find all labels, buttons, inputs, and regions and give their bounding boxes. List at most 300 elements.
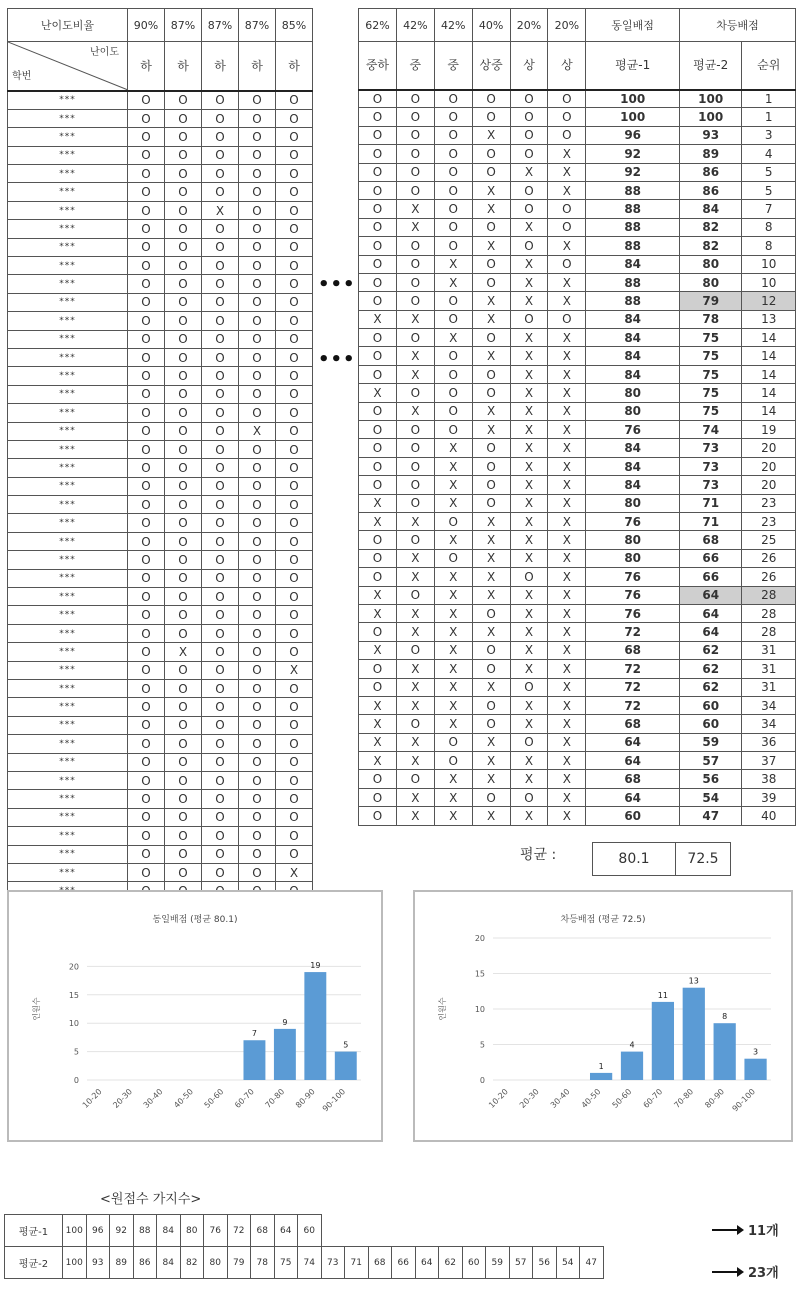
rank-cell: 36 — [742, 733, 796, 751]
mark-cell: O — [396, 715, 434, 733]
level-cell: 하 — [276, 42, 313, 92]
table-row — [359, 457, 796, 475]
mark-cell: X — [472, 770, 510, 788]
avg1-cell: 84 — [586, 365, 680, 383]
student-id-cell: *** — [8, 275, 128, 293]
student-id-cell: *** — [8, 735, 128, 753]
avg1-cell: 80 — [586, 549, 680, 567]
score-cell: 86 — [133, 1247, 157, 1279]
score-cell: 84 — [157, 1215, 181, 1247]
avg1-cell: 76 — [586, 421, 680, 439]
mark-cell: O — [128, 551, 165, 569]
mark-cell: O — [472, 457, 510, 475]
mark-cell: O — [510, 237, 548, 255]
y-tick-label: 20 — [474, 934, 485, 943]
rank-cell: 10 — [742, 255, 796, 273]
mark-cell: O — [359, 365, 397, 383]
table-row — [8, 643, 313, 661]
mark-cell: O — [548, 255, 586, 273]
score-cell: 100 — [63, 1215, 87, 1247]
avg2-cell: 86 — [679, 181, 741, 199]
mark-cell: O — [359, 329, 397, 347]
mark-cell: O — [128, 771, 165, 789]
arrow-right-icon — [712, 1229, 738, 1231]
mark-cell: O — [165, 385, 202, 403]
mark-cell: X — [239, 422, 276, 440]
y-tick-label: 0 — [73, 1076, 79, 1085]
mark-cell: O — [202, 477, 239, 495]
level-cell: 중 — [396, 42, 434, 90]
arrow-right-icon — [712, 1271, 738, 1273]
rank-cell: 28 — [742, 623, 796, 641]
table-row — [359, 329, 796, 347]
mark-cell: O — [128, 514, 165, 532]
mark-cell: O — [165, 680, 202, 698]
mark-cell: X — [396, 660, 434, 678]
bar — [243, 1040, 265, 1080]
mark-cell: O — [276, 404, 313, 422]
student-id-cell: *** — [8, 165, 128, 183]
mark-cell: X — [510, 623, 548, 641]
mark-cell: O — [202, 790, 239, 808]
mark-cell: X — [396, 365, 434, 383]
avg1-cell: 80 — [586, 531, 680, 549]
mark-cell: X — [396, 623, 434, 641]
score-cell: 66 — [392, 1247, 416, 1279]
raw-score-variety-caption: <원점수 가지수> — [100, 1192, 202, 1207]
table-row — [359, 568, 796, 586]
mark-cell: O — [239, 551, 276, 569]
mark-cell: O — [239, 128, 276, 146]
mark-cell: O — [276, 551, 313, 569]
mark-cell: O — [165, 330, 202, 348]
avg2-cell: 59 — [679, 733, 741, 751]
mark-cell: X — [472, 678, 510, 696]
mark-cell: O — [202, 367, 239, 385]
right-score-table — [358, 8, 796, 826]
table-row — [359, 770, 796, 788]
student-id-axis-label: 학번 — [12, 71, 32, 82]
table-row — [359, 200, 796, 218]
mark-cell: X — [276, 863, 313, 881]
mark-cell: O — [359, 218, 397, 236]
mark-cell: O — [165, 606, 202, 624]
mark-cell: O — [128, 201, 165, 219]
mark-cell: O — [396, 384, 434, 402]
mark-cell: O — [276, 201, 313, 219]
mark-cell: O — [165, 735, 202, 753]
mark-cell: O — [128, 385, 165, 403]
level-cell: 하 — [165, 42, 202, 92]
avg2-cell: 57 — [679, 752, 741, 770]
mark-cell: O — [165, 348, 202, 366]
mark-cell: O — [472, 163, 510, 181]
mark-cell: O — [276, 330, 313, 348]
score-cell: 93 — [86, 1247, 110, 1279]
score-cell: 62 — [439, 1247, 463, 1279]
x-tick-label: 80-90 — [703, 1087, 727, 1110]
rank-cell: 20 — [742, 457, 796, 475]
mark-cell: O — [359, 770, 397, 788]
mark-cell: O — [239, 661, 276, 679]
score-cell: 54 — [556, 1247, 580, 1279]
mark-cell: O — [128, 680, 165, 698]
mark-cell: X — [548, 752, 586, 770]
mark-cell: X — [472, 531, 510, 549]
mark-cell: O — [276, 183, 313, 201]
mark-cell: O — [239, 312, 276, 330]
mark-cell: X — [396, 549, 434, 567]
data-label: 19 — [310, 961, 321, 971]
student-id-cell: *** — [8, 293, 128, 311]
table-row — [8, 827, 313, 845]
mark-cell: O — [276, 588, 313, 606]
x-tick-label: 70-80 — [672, 1087, 696, 1110]
x-tick-label: 50-60 — [610, 1087, 634, 1110]
mark-cell: X — [548, 421, 586, 439]
mark-cell: O — [202, 661, 239, 679]
mark-cell: O — [128, 404, 165, 422]
student-id-cell: *** — [8, 606, 128, 624]
mark-cell: O — [359, 678, 397, 696]
mark-cell: O — [434, 90, 472, 108]
mark-cell: O — [128, 165, 165, 183]
mark-cell: O — [202, 496, 239, 514]
rank-cell: 26 — [742, 568, 796, 586]
mark-cell: O — [434, 752, 472, 770]
mark-cell: O — [239, 771, 276, 789]
level-axis-label: 난이도 — [90, 47, 119, 58]
average-1-value: 80.1 — [592, 842, 676, 876]
score-cell: 73 — [321, 1247, 345, 1279]
mark-cell: O — [239, 863, 276, 881]
mark-cell: O — [165, 569, 202, 587]
mark-cell: O — [165, 293, 202, 311]
mark-cell: X — [396, 402, 434, 420]
avg1-cell: 72 — [586, 660, 680, 678]
table-row — [359, 181, 796, 199]
avg2-cell: 60 — [679, 696, 741, 714]
avg1-cell: 88 — [586, 181, 680, 199]
mark-cell: O — [434, 310, 472, 328]
score-cell: 80 — [204, 1247, 228, 1279]
mark-cell: O — [165, 201, 202, 219]
mark-cell: X — [548, 604, 586, 622]
mark-cell: O — [510, 310, 548, 328]
rank-cell: 20 — [742, 439, 796, 457]
rank-cell: 28 — [742, 604, 796, 622]
mark-cell: X — [472, 421, 510, 439]
chart-title: 동일배점 (평균 80.1) — [152, 915, 238, 925]
avg1-cell: 84 — [586, 476, 680, 494]
mark-cell: O — [359, 237, 397, 255]
mark-cell: O — [472, 365, 510, 383]
mark-cell: O — [434, 549, 472, 567]
rank-cell: 1 — [742, 90, 796, 108]
mark-cell: O — [239, 606, 276, 624]
mark-cell: O — [128, 238, 165, 256]
table-row — [359, 237, 796, 255]
avg2-count-arrow — [712, 1262, 779, 1281]
mark-cell: O — [359, 181, 397, 199]
mark-cell: O — [359, 788, 397, 806]
mark-cell: X — [396, 310, 434, 328]
avg2-cell: 89 — [679, 145, 741, 163]
avg2-cell: 71 — [679, 494, 741, 512]
mark-cell: O — [359, 145, 397, 163]
mark-cell: X — [202, 201, 239, 219]
avg1-cell: 76 — [586, 586, 680, 604]
chart-equal-weight — [7, 890, 383, 1142]
mark-cell: O — [202, 422, 239, 440]
mark-cell: O — [128, 698, 165, 716]
mark-cell: O — [276, 606, 313, 624]
mark-cell: O — [239, 367, 276, 385]
mark-cell: O — [276, 790, 313, 808]
left-score-table — [7, 8, 313, 901]
ratio-cell: 42% — [434, 9, 472, 42]
mark-cell: X — [548, 568, 586, 586]
mark-cell: O — [128, 532, 165, 550]
mark-cell: O — [472, 788, 510, 806]
mark-cell: X — [510, 218, 548, 236]
mark-cell: O — [434, 733, 472, 751]
mark-cell: O — [359, 623, 397, 641]
mark-cell: O — [396, 494, 434, 512]
mark-cell: O — [165, 514, 202, 532]
score-cell: 78 — [251, 1247, 275, 1279]
rank-cell: 14 — [742, 329, 796, 347]
rank-cell: 40 — [742, 807, 796, 825]
mark-cell: O — [239, 514, 276, 532]
ratio-header: 난이도비율 — [8, 9, 128, 42]
bar — [274, 1029, 296, 1080]
student-id-cell: *** — [8, 367, 128, 385]
mark-cell: X — [359, 752, 397, 770]
mark-cell: O — [165, 808, 202, 826]
mark-cell: O — [472, 494, 510, 512]
mark-cell: O — [396, 421, 434, 439]
table-row — [8, 624, 313, 642]
table-row — [8, 735, 313, 753]
table-row — [8, 238, 313, 256]
mark-cell: O — [239, 459, 276, 477]
student-id-cell: *** — [8, 827, 128, 845]
mark-cell: X — [548, 807, 586, 825]
mark-cell: O — [434, 218, 472, 236]
score-cell: 60 — [298, 1215, 322, 1247]
mark-cell: X — [472, 200, 510, 218]
rank-cell: 10 — [742, 273, 796, 291]
mark-cell: O — [165, 588, 202, 606]
score-cell: 82 — [180, 1247, 204, 1279]
score-cell: 79 — [227, 1247, 251, 1279]
avg1-cell: 88 — [586, 273, 680, 291]
score-cell: 57 — [509, 1247, 533, 1279]
mark-cell: O — [202, 569, 239, 587]
mark-cell: O — [202, 588, 239, 606]
mark-cell: X — [510, 807, 548, 825]
mark-cell: X — [510, 457, 548, 475]
mark-cell: O — [472, 476, 510, 494]
table-row — [8, 716, 313, 734]
mark-cell: O — [239, 293, 276, 311]
mark-cell: O — [128, 790, 165, 808]
mark-cell: O — [276, 827, 313, 845]
mark-cell: X — [472, 402, 510, 420]
table-row — [359, 218, 796, 236]
table-row — [359, 604, 796, 622]
mark-cell: O — [276, 367, 313, 385]
mark-cell: X — [510, 365, 548, 383]
mark-cell: O — [239, 643, 276, 661]
avg1-cell: 88 — [586, 237, 680, 255]
mark-cell: X — [548, 237, 586, 255]
mark-cell: O — [202, 440, 239, 458]
avg1-cell: 84 — [586, 439, 680, 457]
mark-cell: O — [472, 218, 510, 236]
table-row — [8, 569, 313, 587]
mark-cell: O — [472, 604, 510, 622]
bar — [683, 988, 705, 1080]
mark-cell: X — [434, 329, 472, 347]
table-row — [359, 439, 796, 457]
student-id-cell: *** — [8, 716, 128, 734]
mark-cell: O — [472, 145, 510, 163]
table-row — [8, 808, 313, 826]
mark-cell: O — [276, 643, 313, 661]
rank-cell: 37 — [742, 752, 796, 770]
score-cell: 80 — [180, 1215, 204, 1247]
chart-differential-weight — [413, 890, 793, 1142]
rank-cell: 34 — [742, 696, 796, 714]
mark-cell: O — [276, 569, 313, 587]
mark-cell: O — [202, 624, 239, 642]
avg1-count-arrow — [712, 1220, 779, 1239]
mark-cell: X — [472, 512, 510, 530]
mark-cell: X — [434, 715, 472, 733]
mark-cell: O — [165, 312, 202, 330]
table-row — [8, 330, 313, 348]
mark-cell: O — [165, 257, 202, 275]
avg2-distinct-scores-table — [4, 1246, 604, 1279]
mark-cell: O — [202, 330, 239, 348]
mark-cell: X — [548, 660, 586, 678]
mark-cell: O — [276, 808, 313, 826]
rank-cell: 14 — [742, 384, 796, 402]
mark-cell: O — [239, 827, 276, 845]
mark-cell: X — [548, 181, 586, 199]
avg1-cell: 92 — [586, 163, 680, 181]
avg2-cell: 66 — [679, 549, 741, 567]
avg2-cell: 78 — [679, 310, 741, 328]
y-axis-label: 인원수 — [438, 997, 447, 1021]
mark-cell: O — [128, 863, 165, 881]
avg2-cell: 73 — [679, 457, 741, 475]
table-row — [359, 273, 796, 291]
table-row — [8, 385, 313, 403]
mark-cell: O — [359, 807, 397, 825]
mark-cell: X — [548, 457, 586, 475]
avg2-cell: 100 — [679, 90, 741, 108]
score-cell: 74 — [298, 1247, 322, 1279]
mark-cell: O — [510, 181, 548, 199]
mark-cell: O — [472, 108, 510, 126]
table-row — [8, 312, 313, 330]
mark-cell: X — [434, 439, 472, 457]
mark-cell: O — [276, 91, 313, 109]
mark-cell: X — [548, 476, 586, 494]
mark-cell: O — [472, 715, 510, 733]
table-row — [8, 220, 313, 238]
mark-cell: O — [276, 845, 313, 863]
mark-cell: X — [434, 770, 472, 788]
mark-cell: O — [276, 496, 313, 514]
mark-cell: X — [472, 237, 510, 255]
mark-cell: O — [239, 680, 276, 698]
student-id-cell: *** — [8, 661, 128, 679]
mark-cell: O — [165, 146, 202, 164]
mark-cell: X — [510, 402, 548, 420]
y-tick-label: 20 — [68, 962, 79, 972]
mark-cell: O — [359, 531, 397, 549]
mark-cell: O — [239, 440, 276, 458]
avg2-cell: 73 — [679, 476, 741, 494]
mark-cell: O — [128, 91, 165, 109]
table-row — [359, 365, 796, 383]
mark-cell: O — [239, 496, 276, 514]
mark-cell: O — [434, 402, 472, 420]
mark-cell: X — [359, 310, 397, 328]
bar — [744, 1059, 766, 1080]
y-tick-label: 5 — [479, 1040, 485, 1050]
mark-cell: O — [276, 514, 313, 532]
mark-cell: O — [165, 275, 202, 293]
x-tick-label: 40-50 — [579, 1087, 603, 1110]
rank-cell: 12 — [742, 292, 796, 310]
avg1-cell: 84 — [586, 457, 680, 475]
ratio-cell: 20% — [548, 9, 586, 42]
avg2-cell: 74 — [679, 421, 741, 439]
mark-cell: O — [239, 257, 276, 275]
avg2-cell: 68 — [679, 531, 741, 549]
avg1-cell: 84 — [586, 347, 680, 365]
level-cell: 하 — [202, 42, 239, 92]
table-row — [359, 108, 796, 126]
mark-cell: O — [128, 348, 165, 366]
mark-cell: O — [128, 109, 165, 127]
student-id-cell: *** — [8, 128, 128, 146]
mark-cell: X — [548, 696, 586, 714]
avg2-cell: 56 — [679, 770, 741, 788]
mark-cell: X — [510, 696, 548, 714]
mark-cell: O — [434, 347, 472, 365]
mark-cell: O — [434, 421, 472, 439]
table-row — [359, 494, 796, 512]
mark-cell: O — [239, 275, 276, 293]
score-cell: 68 — [368, 1247, 392, 1279]
mark-cell: O — [128, 477, 165, 495]
mark-cell: O — [276, 165, 313, 183]
avg2-cell: 54 — [679, 788, 741, 806]
mark-cell: O — [202, 404, 239, 422]
student-id-cell: *** — [8, 753, 128, 771]
mark-cell: X — [472, 292, 510, 310]
score-cell: 96 — [86, 1215, 110, 1247]
mark-cell: O — [202, 808, 239, 826]
avg2-cell: 75 — [679, 365, 741, 383]
mark-cell: O — [396, 163, 434, 181]
